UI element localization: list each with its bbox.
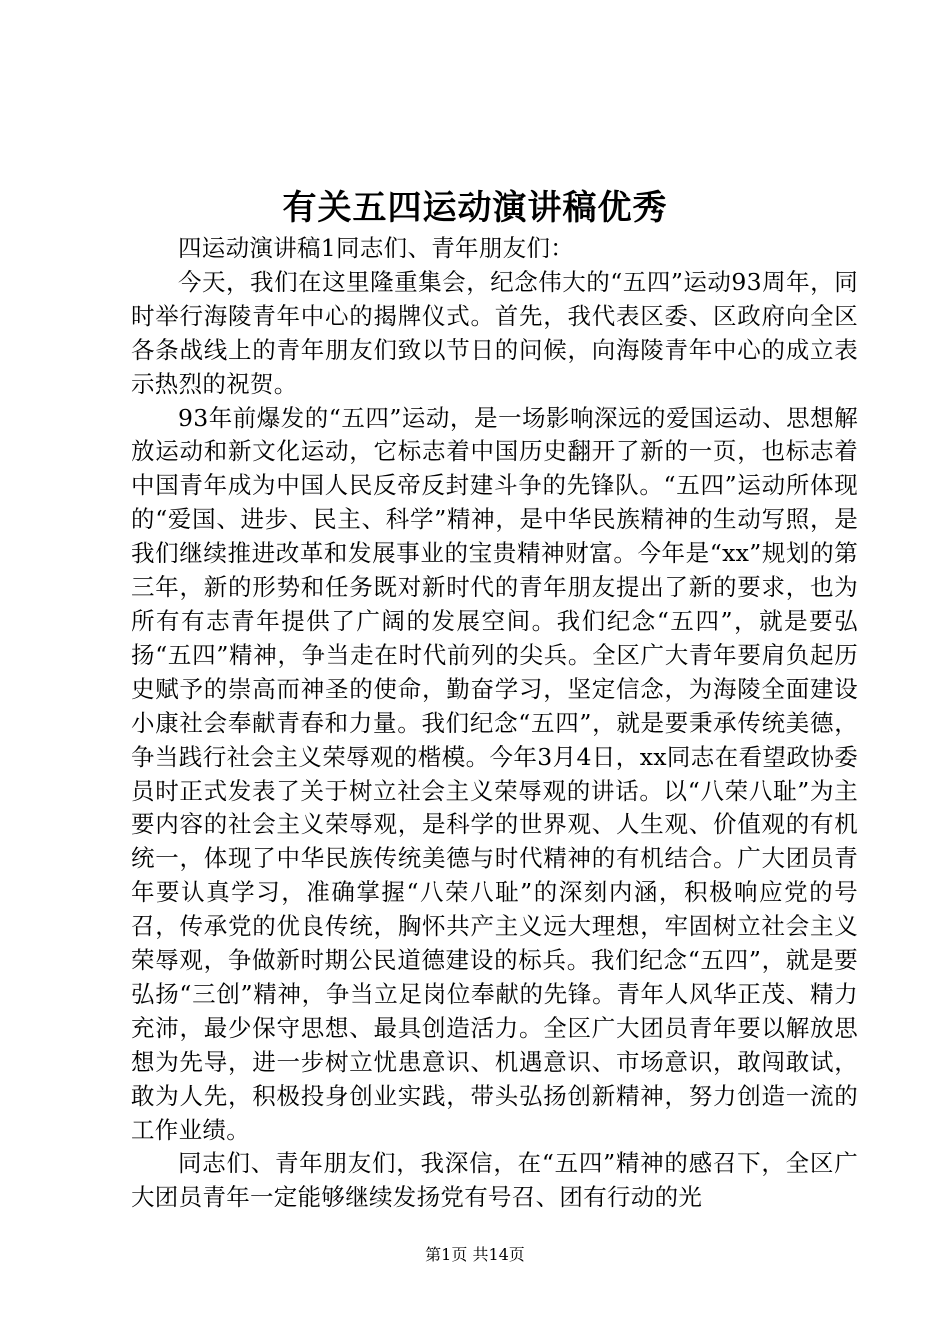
paragraph-opening: 四运动演讲稿1同志们、青年朋友们： [178, 234, 575, 262]
page-number-footer: 第1页 共14页 [425, 1245, 525, 1264]
paragraph-main: 93年前爆发的“五四”运动，是一场影响深远的爱国运动、思想解放运动和新文化运动，它标志着中国历史翻开了新的一页，也标志着中国青年成为中国人民反帝反封建斗争的先锋队。“五四”运动所体现的“爱国、进步、民主、科学”精神，是中华民族精神的生动写照，是我们继续推进改革和发展事业的宝贵精神财富。今年是“xx”规划的第三年，新的形势和任务既对新时代的青年朋友提出了新的要求，也为所有有志青年提供了广阔的发展空间。我们纪念“五四”，就是要弘扬“五四”精神，争当走在时代前列的尖兵。全区广大青年要肩负起历史赋予的崇高而神圣的使命，勤奋学习，坚定信念，为海陵全面建设小康社会奉献青春和力量。我们纪念“五四”，就是要秉承传统美德，争当践行社会主义荣辱观的楷模。今年3月4日，xx同志在看望政协委员时正式发表了关于树立社会主义荣辱观的讲话。以“八荣八耻”为主要内容的社会主义荣辱观，是科学的世界观、人生观、价值观的有机统一，体现了中华民族传统美德与时代精神的有机结合。广大团员青年要认真学习，准确掌握“八荣八耻”的深刻内涵，积极响应党的号召，传承党的优良传统，胸怀共产主义远大理想，牢固树立社会主义荣辱观，争做新时期公民道德建设的标兵。我们纪念“五四”，就是要弘扬“三创”精神，争当立足岗位奉献的先锋。青年人风华正茂、精力充沛，最少保守思想、最具创造活力。全区广大团员青年要以解放思想为先导，进一步树立忧患意识、机遇意识、市场意识，敢闯敢试，敢为人先，积极投身创业实践，带头弘扬创新精神，努力创造一流的工作业绩。 [131, 403, 858, 1144]
paragraph-greeting: 今天，我们在这里隆重集会，纪念伟大的“五四”运动93周年，同时举行海陵青年中心的揭牌仪式。首先，我代表区委、区政府向全区各条战线上的青年朋友们致以节日的问候，向海陵青年中心的成立表示热烈的祝贺。 [131, 267, 858, 398]
document-body [131, 232, 858, 1215]
document-title: 有关五四运动演讲稿优秀 [282, 188, 668, 228]
paragraph-closing: 同志们、青年朋友们，我深信，在“五四”精神的感召下，全区广大团员青年一定能够继续发扬党有号召、团有行动的光 [131, 1149, 858, 1212]
